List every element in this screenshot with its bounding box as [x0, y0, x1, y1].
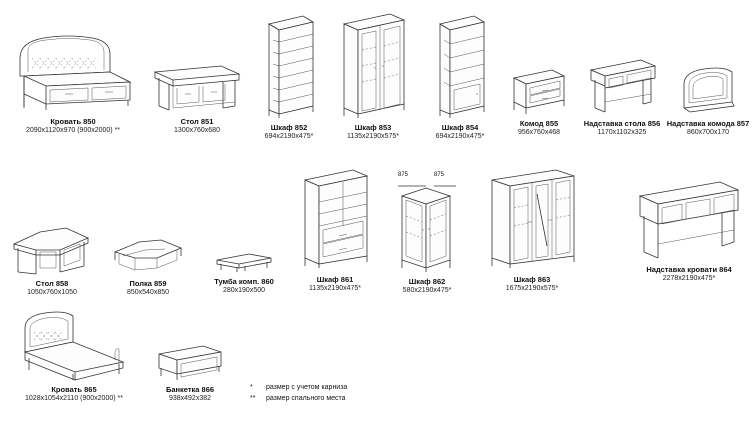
item-dims-859: 850х540х850 — [126, 289, 170, 297]
footnotes — [250, 382, 347, 404]
footnote-marker-2: ** — [250, 395, 256, 403]
drawing-shelf-tall-854 — [430, 10, 490, 120]
item-dims-856: 1170х1102х325 — [597, 129, 647, 137]
item-dims-851: 1300х760х680 — [174, 127, 220, 135]
item-label-860: Тумба комп. 860 — [214, 277, 274, 286]
drawing-display-cabinet-861 — [297, 168, 373, 272]
item-854 — [420, 10, 500, 142]
drawing-corner-desk-858 — [10, 218, 94, 276]
drawing-shelf-tall-852 — [259, 10, 319, 120]
drawing-dresser-hutch-857 — [676, 62, 740, 116]
item-label-866: Банкетка 866 — [165, 385, 215, 394]
item-label-852: Шкаф 852 — [270, 123, 308, 132]
item-862-top-dim-left: 875 — [398, 172, 409, 178]
drawing-corner-shelf-859 — [109, 230, 187, 276]
drawing-dresser-855 — [506, 64, 572, 116]
item-858 — [6, 218, 98, 298]
drawing-wardrobe-853 — [336, 10, 410, 120]
item-label-862: Шкаф 862 — [408, 277, 446, 286]
item-dims-862: 580х2190х475* — [402, 287, 452, 295]
item-861 — [292, 168, 378, 294]
item-label-865: Кровать 865 — [51, 385, 97, 394]
item-dims-855: 956х760х468 — [517, 129, 561, 137]
item-dims-860: 280х190х500 — [222, 287, 266, 295]
item-label-857: Надставка комода 857 — [666, 119, 750, 128]
item-862 — [386, 182, 468, 296]
item-853 — [330, 10, 416, 142]
drawing-wardrobe-863 — [484, 168, 580, 272]
item-label-855: Комод 855 — [519, 119, 559, 128]
item-dims-861: 1135х2190х475* — [308, 285, 362, 293]
drawing-desk-851 — [149, 48, 245, 114]
item-label-850: Кровать 850 — [50, 117, 96, 126]
item-862-top-dim-right: 875 — [434, 172, 445, 178]
item-857 — [668, 62, 748, 138]
item-label-853: Шкаф 853 — [354, 123, 392, 132]
drawing-bed-hutch-864 — [634, 180, 744, 262]
item-label-864: Надставка кровати 864 — [646, 265, 732, 274]
item-dims-857: 860х700х170 — [686, 129, 730, 137]
item-label-863: Шкаф 863 — [513, 275, 551, 284]
item-863 — [482, 168, 582, 294]
item-865 — [12, 308, 136, 404]
item-label-851: Стол 851 — [180, 117, 214, 126]
item-dims-853: 1135х2190х575* — [346, 133, 400, 141]
item-label-856: Надставка стола 856 — [583, 119, 661, 128]
item-dims-866: 938х492х382 — [168, 395, 212, 403]
item-859 — [104, 230, 192, 298]
item-850 — [8, 28, 138, 136]
item-dims-858: 1050х760х1050 — [27, 289, 77, 297]
item-label-858: Стол 858 — [35, 279, 69, 288]
drawing-bench-866 — [151, 340, 229, 382]
footnote-2 — [250, 393, 347, 404]
item-dims-864: 2278х2190х475* — [662, 275, 716, 283]
drawing-desk-hutch-856 — [585, 58, 659, 116]
item-852 — [250, 10, 328, 142]
item-860 — [200, 248, 288, 296]
item-label-861: Шкаф 861 — [316, 275, 354, 284]
item-851 — [146, 48, 248, 136]
item-dims-854: 694х2190х475* — [435, 133, 485, 141]
item-dims-865: 1028х1054х2110 (900х2000) ** — [25, 395, 123, 403]
item-864 — [630, 180, 748, 284]
footnote-marker-1: * — [250, 384, 253, 391]
item-dims-852: 694х2190х475* — [264, 133, 314, 141]
drawing-corner-wardrobe-862 — [392, 182, 462, 274]
item-856 — [578, 58, 666, 138]
drawing-pc-stand-860 — [209, 248, 279, 274]
item-dims-850: 2090х1120х970 (900х2000) ** — [25, 127, 121, 135]
item-855 — [500, 64, 578, 138]
drawing-bed-single-865 — [15, 308, 133, 382]
footnote-1 — [250, 382, 347, 393]
item-dims-863: 1675х2190х575* — [505, 285, 559, 293]
drawing-bed-sofa-850 — [10, 28, 136, 114]
item-label-859: Полка 859 — [129, 279, 167, 288]
item-866 — [142, 340, 238, 404]
footnote-text-2: размер спального места — [265, 395, 346, 403]
footnote-text-1: размер с учетом карниза — [265, 384, 348, 391]
item-label-854: Шкаф 854 — [441, 123, 479, 132]
